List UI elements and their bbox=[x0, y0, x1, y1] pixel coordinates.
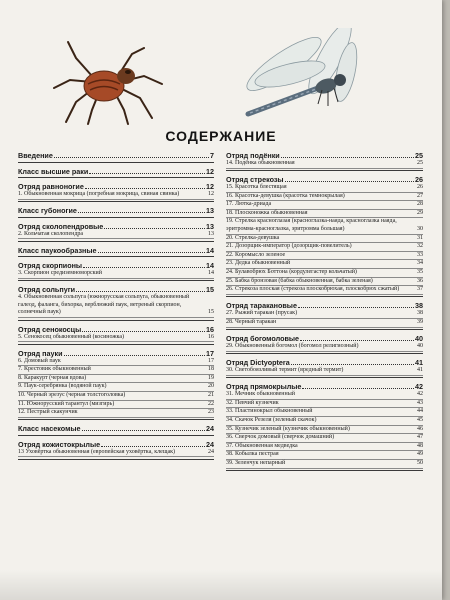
section-page: 7 bbox=[210, 151, 214, 160]
entry-title: 38. Кобылка пестрая bbox=[226, 451, 279, 458]
entry-title: 30. Светобоязливый термит (вредный термит) bbox=[226, 367, 344, 374]
entry-page: 47 bbox=[417, 434, 423, 441]
entry-title: 25. Бабка бронзовая (бабка обыкновенная, бабка зеленая) bbox=[226, 277, 373, 284]
entry-title: 12. Пестрый скакунчик bbox=[18, 409, 78, 416]
dragonfly-illustration bbox=[238, 28, 388, 120]
entry-title: 21. Дозорщик-император (дозорщик-повелитель) bbox=[226, 243, 352, 250]
toc-entry bbox=[18, 270, 214, 279]
dot-leader bbox=[76, 285, 205, 292]
section-title: Отряд сенокосцы bbox=[18, 324, 82, 334]
entry-title: 11. Южнорусский тарантул (мизгирь) bbox=[18, 400, 115, 407]
entry-page: 30 bbox=[417, 226, 423, 233]
section-page: 40 bbox=[415, 334, 423, 343]
dot-leader bbox=[89, 167, 205, 174]
toc-entry bbox=[226, 434, 423, 443]
entry-page: 21 bbox=[208, 392, 214, 399]
dot-leader bbox=[83, 261, 205, 268]
entry-title: 10. Черный эрезус (черная толстоголовка) bbox=[18, 392, 126, 399]
spider-illustration bbox=[48, 36, 166, 126]
section-heading bbox=[18, 167, 214, 176]
toc-entry bbox=[18, 366, 214, 375]
page-title: СОДЕРЖАНИЕ bbox=[165, 128, 277, 144]
entry-page: 35 bbox=[417, 269, 423, 276]
toc-section bbox=[18, 203, 214, 218]
toc-entry bbox=[226, 201, 423, 210]
toc-section bbox=[18, 164, 214, 179]
section-title: Отряд пауки bbox=[18, 348, 63, 358]
toc-entry bbox=[226, 260, 423, 269]
entry-page: 19 bbox=[208, 374, 214, 381]
toc-entry bbox=[226, 269, 423, 278]
dot-leader bbox=[82, 424, 205, 431]
toc-entry bbox=[226, 310, 423, 319]
dot-leader bbox=[302, 382, 414, 389]
dot-leader bbox=[82, 325, 205, 332]
section-heading bbox=[18, 440, 214, 449]
entry-page: 32 bbox=[417, 243, 423, 250]
entry-page: 13 bbox=[208, 230, 214, 237]
section-page: 24 bbox=[206, 424, 214, 434]
entry-page: 15 bbox=[208, 309, 214, 316]
entry-title: 13 Уховёртка обыкновенная (европейская уховёртка, клещак) bbox=[18, 448, 176, 455]
section-title: Класс паукообразные bbox=[18, 245, 97, 255]
toc-entry bbox=[226, 218, 423, 234]
section-heading bbox=[226, 382, 423, 391]
section-title: Отряд подёнки bbox=[226, 151, 280, 160]
toc-entry bbox=[18, 358, 214, 367]
section-title: Введение bbox=[18, 151, 53, 160]
section-heading bbox=[226, 358, 423, 367]
toc-entry bbox=[226, 160, 423, 169]
dot-leader bbox=[101, 440, 205, 447]
entry-page: 14 bbox=[208, 270, 214, 277]
toc-section bbox=[18, 243, 214, 258]
entry-page: 48 bbox=[417, 442, 423, 449]
entry-page: 29 bbox=[417, 209, 423, 216]
entry-page: 40 bbox=[417, 343, 423, 349]
entry-page: 26 bbox=[417, 184, 423, 191]
entry-title: 29. Обыкновенный богомол (богомол религиозный) bbox=[226, 343, 359, 349]
section-page: 12 bbox=[206, 166, 214, 176]
toc-section bbox=[18, 258, 214, 281]
entry-title: 24. Булавобрюх Боттона (кордулегастер кольчатый) bbox=[226, 269, 357, 276]
dot-leader bbox=[285, 175, 414, 182]
dot-leader bbox=[85, 182, 205, 189]
section-heading bbox=[18, 261, 214, 270]
toc-entry bbox=[18, 191, 214, 200]
section-title: Отряд стрекозы bbox=[226, 175, 284, 185]
entry-title: 36. Сверчок домовый (сверчок домашний) bbox=[226, 434, 335, 441]
entry-page: 34 bbox=[417, 260, 423, 267]
entry-page: 17 bbox=[208, 357, 214, 364]
entry-page: 33 bbox=[417, 251, 423, 258]
entry-page: 20 bbox=[208, 383, 214, 390]
entry-title: 27. Рыжий таракан (прусак) bbox=[226, 310, 298, 317]
entry-page: 41 bbox=[417, 367, 423, 374]
entry-title: 5. Сенокосец обыкновенный (косиножка) bbox=[18, 333, 124, 340]
section-title: Отряд Dictyoptera bbox=[226, 358, 290, 368]
section-heading bbox=[226, 334, 423, 343]
section-page: 13 bbox=[206, 206, 214, 216]
toc-entry bbox=[226, 367, 423, 376]
dot-leader bbox=[104, 222, 205, 229]
toc-section bbox=[18, 421, 214, 436]
entry-title: 9. Паук-серебрянка (водяной паук) bbox=[18, 383, 107, 390]
entry-page: 31 bbox=[417, 234, 423, 241]
entry-title: 4. Обыкновенная сольпуга (южнорусская сольпуга, обыкновенный галеод, фаланга, бихорка, верблюжий паук, ветреный скорпион, солнечный паук) bbox=[18, 294, 190, 316]
toc-entry bbox=[226, 193, 423, 202]
section-title: Отряд сколопендровые bbox=[18, 221, 104, 231]
entry-title: 37. Обыкновенная медведка bbox=[226, 442, 298, 449]
toc-right-column bbox=[226, 151, 423, 472]
section-title: Отряд равноногие bbox=[18, 182, 84, 191]
section-heading bbox=[18, 222, 214, 231]
entry-title: 17. Лютка-дриада bbox=[226, 201, 272, 208]
section-heading bbox=[226, 151, 423, 160]
section-heading bbox=[226, 175, 423, 184]
toc-section bbox=[226, 298, 423, 330]
toc-entry bbox=[18, 392, 214, 401]
toc-section bbox=[18, 322, 214, 345]
dot-leader bbox=[298, 301, 414, 308]
toc-section bbox=[226, 379, 423, 471]
dot-leader bbox=[78, 206, 205, 213]
entry-page: 23 bbox=[208, 409, 214, 416]
entry-page: 22 bbox=[208, 400, 214, 407]
entry-page: 24 bbox=[208, 448, 214, 455]
section-heading bbox=[18, 182, 214, 191]
entry-title: 26. Стрекоза плоская (стрекоза плоскобрюхая, плоскобрюх сжатый) bbox=[226, 286, 400, 293]
section-heading bbox=[226, 301, 423, 310]
entry-page: 49 bbox=[417, 451, 423, 458]
section-page: 16 bbox=[206, 324, 214, 334]
section-heading bbox=[18, 206, 214, 215]
toc-entry bbox=[226, 235, 423, 244]
dot-leader bbox=[281, 151, 414, 158]
entry-page: 46 bbox=[417, 425, 423, 432]
toc-entry bbox=[18, 231, 214, 240]
entry-title: 32. Певчий кузнечик bbox=[226, 399, 279, 406]
entry-page: 16 bbox=[208, 333, 214, 340]
toc-entry bbox=[226, 243, 423, 252]
toc-entry bbox=[18, 383, 214, 392]
entry-title: 6. Домовый паук bbox=[18, 357, 61, 364]
section-heading bbox=[18, 349, 214, 358]
entry-page: 50 bbox=[417, 459, 423, 466]
entry-page: 45 bbox=[417, 416, 423, 423]
section-heading bbox=[18, 325, 214, 334]
toc-entry bbox=[226, 343, 423, 352]
dot-leader bbox=[291, 358, 414, 365]
toc-section bbox=[18, 437, 214, 460]
toc-entry bbox=[226, 391, 423, 400]
entry-title: 1. Обыкновенная мокрица (погребная мокрица, свиная свинка) bbox=[18, 191, 180, 197]
entry-title: 20. Стрелка-девушка bbox=[226, 234, 280, 241]
dot-leader bbox=[300, 334, 414, 341]
entry-page: 18 bbox=[208, 366, 214, 373]
section-page: 25 bbox=[415, 151, 423, 160]
toc-entry bbox=[226, 451, 423, 460]
toc-entry bbox=[226, 278, 423, 287]
section-title: Класс губоногие bbox=[18, 206, 77, 216]
toc-entry bbox=[18, 409, 214, 418]
toc-section bbox=[18, 179, 214, 202]
section-heading bbox=[18, 285, 214, 294]
dot-leader bbox=[98, 246, 205, 253]
entry-title: 8. Каракурт (черная вдова) bbox=[18, 374, 87, 381]
entry-title: 14. Подёнка обыкновенная bbox=[226, 160, 295, 166]
section-page: 24 bbox=[206, 439, 214, 449]
section-page: 42 bbox=[415, 382, 423, 392]
entry-page: 36 bbox=[417, 277, 423, 284]
entry-title: 28. Черный таракан bbox=[226, 318, 277, 325]
toc-entry bbox=[226, 184, 423, 193]
toc-entry bbox=[226, 319, 423, 328]
section-title: Отряд сольпуги bbox=[18, 285, 76, 295]
entry-page: 27 bbox=[417, 192, 423, 199]
entry-title: 23. Дедка обыкновенный bbox=[226, 260, 291, 267]
toc-section bbox=[226, 355, 423, 378]
toc-section bbox=[18, 346, 214, 421]
section-page: 38 bbox=[415, 301, 423, 311]
toc-section bbox=[226, 331, 423, 354]
entry-title: 19. Стрелка красноглазая (красноглазка-наяда, красноглазка наяда, эритромма-красноглазка, эритромма большая) bbox=[226, 218, 397, 233]
toc-entry bbox=[18, 294, 214, 318]
entry-page: 43 bbox=[417, 399, 423, 406]
entry-title: 33. Пластинокрыл обыкновенный bbox=[226, 408, 313, 415]
toc-entry bbox=[226, 408, 423, 417]
section-page: 15 bbox=[206, 285, 214, 295]
toc-section bbox=[226, 151, 423, 171]
entry-title: 18. Плосконожка обыкновенная bbox=[226, 209, 308, 216]
section-title: Класс высшие раки bbox=[18, 166, 89, 176]
toc-section bbox=[18, 151, 214, 163]
entry-page: 28 bbox=[417, 201, 423, 208]
entry-title: 3. Скорпион средиземноморский bbox=[18, 270, 102, 277]
section-title: Класс насекомые bbox=[18, 424, 81, 434]
entry-title: 35. Кузнечик зеленый (кузнечик обыкновенный) bbox=[226, 425, 350, 432]
section-page: 41 bbox=[415, 358, 423, 368]
toc-entry bbox=[226, 426, 423, 435]
section-page: 14 bbox=[206, 261, 214, 271]
toc-section bbox=[226, 172, 423, 297]
section-heading bbox=[18, 246, 214, 255]
entry-title: 22. Коромысло зеленое bbox=[226, 251, 286, 258]
entry-title: 31. Мечник обыкновенный bbox=[226, 391, 295, 398]
dot-leader bbox=[64, 349, 205, 356]
entry-title: 2. Кольчатая сколопендра bbox=[18, 230, 84, 237]
toc-entry bbox=[18, 449, 214, 458]
entry-page: 39 bbox=[417, 318, 423, 325]
entry-title: 7. Крестовик обыкновенный bbox=[18, 366, 91, 373]
section-page: 13 bbox=[206, 221, 214, 231]
section-page: 17 bbox=[206, 348, 214, 358]
section-heading bbox=[18, 151, 214, 160]
section-page: 12 bbox=[206, 182, 214, 191]
entry-title: 34. Скачок Резеля (зеленый скачок) bbox=[226, 416, 317, 423]
toc-entry bbox=[18, 334, 214, 343]
section-title: Отряд богомоловые bbox=[226, 334, 300, 343]
section-page: 26 bbox=[415, 175, 423, 185]
entry-page: 42 bbox=[417, 391, 423, 398]
entry-page: 12 bbox=[208, 191, 214, 197]
section-heading bbox=[18, 424, 214, 433]
toc-entry bbox=[226, 460, 423, 469]
section-page: 14 bbox=[206, 245, 214, 255]
entry-title: 16. Красотка-девушка (красотка темнокрылая) bbox=[226, 192, 345, 199]
section-title: Отряд кожистокрылые bbox=[18, 439, 101, 449]
entry-title: 39. Зеленчук непарный bbox=[226, 459, 286, 466]
entry-page: 37 bbox=[417, 286, 423, 293]
section-title: Отряд прямокрылые bbox=[226, 382, 302, 392]
toc-left-column bbox=[18, 151, 214, 461]
entry-page: 38 bbox=[417, 310, 423, 317]
entry-title: 15. Красотка блестящая bbox=[226, 184, 287, 191]
toc-entry bbox=[226, 417, 423, 426]
section-title: Отряд таракановые bbox=[226, 301, 297, 311]
page-shadow bbox=[0, 570, 442, 600]
section-title: Отряд скорпионы bbox=[18, 261, 83, 271]
dot-leader bbox=[54, 151, 209, 158]
entry-page: 44 bbox=[417, 408, 423, 415]
toc-entry bbox=[226, 286, 423, 295]
entry-page: 25 bbox=[417, 160, 423, 166]
toc-entry bbox=[18, 401, 214, 410]
toc-section bbox=[18, 282, 214, 320]
toc-section bbox=[18, 219, 214, 242]
